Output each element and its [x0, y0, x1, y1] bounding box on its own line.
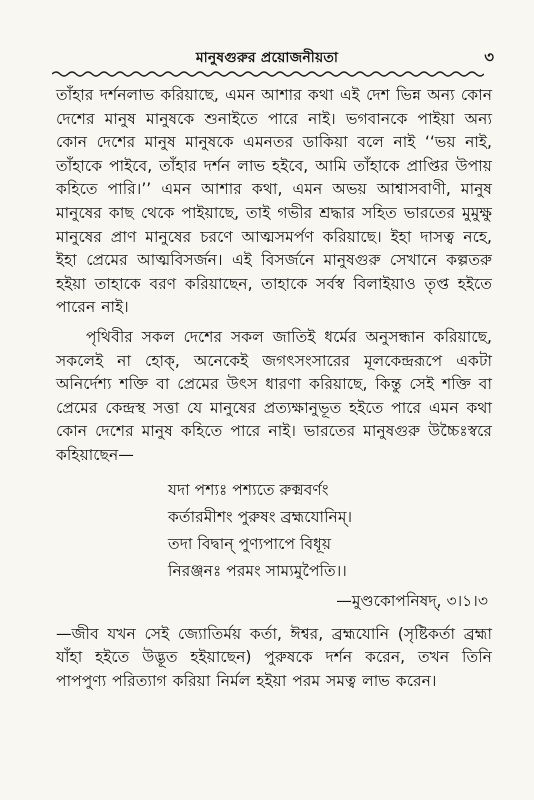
- body-text: [56, 84, 492, 693]
- paragraph-2: পৃথিবীর সকল দেশের সকল জাতিই ধর্মের অনুসন্ধান করিয়াছে, সকলেই না হোক্‌, অনেকেই জগৎসংসারের মূলকেন্দ্ররূপে একটা অনির্দেশ্য শক্তি বা প্রেমের উৎস ধারণা করিয়াছে, কিন্তু সেই শক্তি বা প্রেমের কেন্দ্রস্থ সত্তা যে মানুষের প্রত্যক্ষানুভূত হইতে পারে এমন কথা কোন দেশের মানুষ কহিতে পারে নাই। ভারতের মানুষগুরু উচ্চৈঃস্বরে কহিয়াছেন—: [56, 327, 492, 464]
- wavy-divider: [52, 70, 484, 78]
- verse-line: যদা পশ্যঃ পশ্যতে রুক্মবর্ণং: [168, 480, 329, 499]
- running-title: মানুষগুরুর প্রয়োজনীয়তা: [195, 50, 339, 66]
- verse-line: তদা বিদ্বান্ পুণ্যপাপে বিধূয়: [168, 534, 332, 553]
- sanskrit-verse: [56, 477, 492, 585]
- verse-citation: —মুণ্ডকোপনিষদ্, ৩।১।৩: [336, 591, 488, 610]
- verse-line: নিরঞ্জনঃ পরমং সাম্যমুপৈতি।।: [168, 561, 347, 580]
- page-number: ৩: [484, 48, 494, 66]
- paragraph-1: তাঁহার দর্শনলাভ করিয়াছে, এমন আশার কথা এই দেশ ভিন্ন অন্য কোন দেশের মানুষ মানুষকে শুনাইতে পারে নাই। ভগবানকে পাইয়া অন্য কোন দেশের মানুষ মানুষকে এমনতর ডাকিয়া বলে নাই ‘‘ভয় নাই, তাঁহাকে পাইবে, তাঁহার দর্শন লাভ হইবে, আমি তাঁহাকে প্রাপ্তির উপায় কহিতে পারি।’’ এমন আশার কথা, এমন অভয় আশ্বাসবাণী, মানুষ মানুষের কাছ থেকে পাইয়াছে, তাই গভীর শ্রদ্ধার সহিত ভারতের মুমুক্ষু মানুষের প্রাণ মানুষের চরণে আত্মসমর্পণ করিয়াছে। ইহা দাসত্ব নহে, ইহা প্রেমের আত্মবিসর্জন। এই বিসর্জনে মানুষগুরু সেখানে কল্পতরু হইয়া তাহাকে বরণ করিয়াছেন, তাহাকে সর্বস্ব বিলাইয়াও তৃপ্ত হইতে পারেন নাই।: [56, 86, 492, 317]
- page-header: [0, 44, 534, 72]
- paragraph-3: —জীব যখন সেই জ্যোতির্ময় কর্তা, ঈশ্বর, ব্রহ্মযোনি (সৃষ্টিকর্তা ব্রহ্মা যাঁহা হইতে উদ্ভূত হইয়াছেন) পুরুষকে দর্শন করেন, তখন তিনি পাপপুণ্য পরিত্যাগ করিয়া নির্মল হইয়া পরম সমত্ব লাভ করেন।: [56, 624, 492, 690]
- verse-line: কর্তারমীশং পুরুষং ব্রহ্মযোনিম্।: [168, 507, 353, 526]
